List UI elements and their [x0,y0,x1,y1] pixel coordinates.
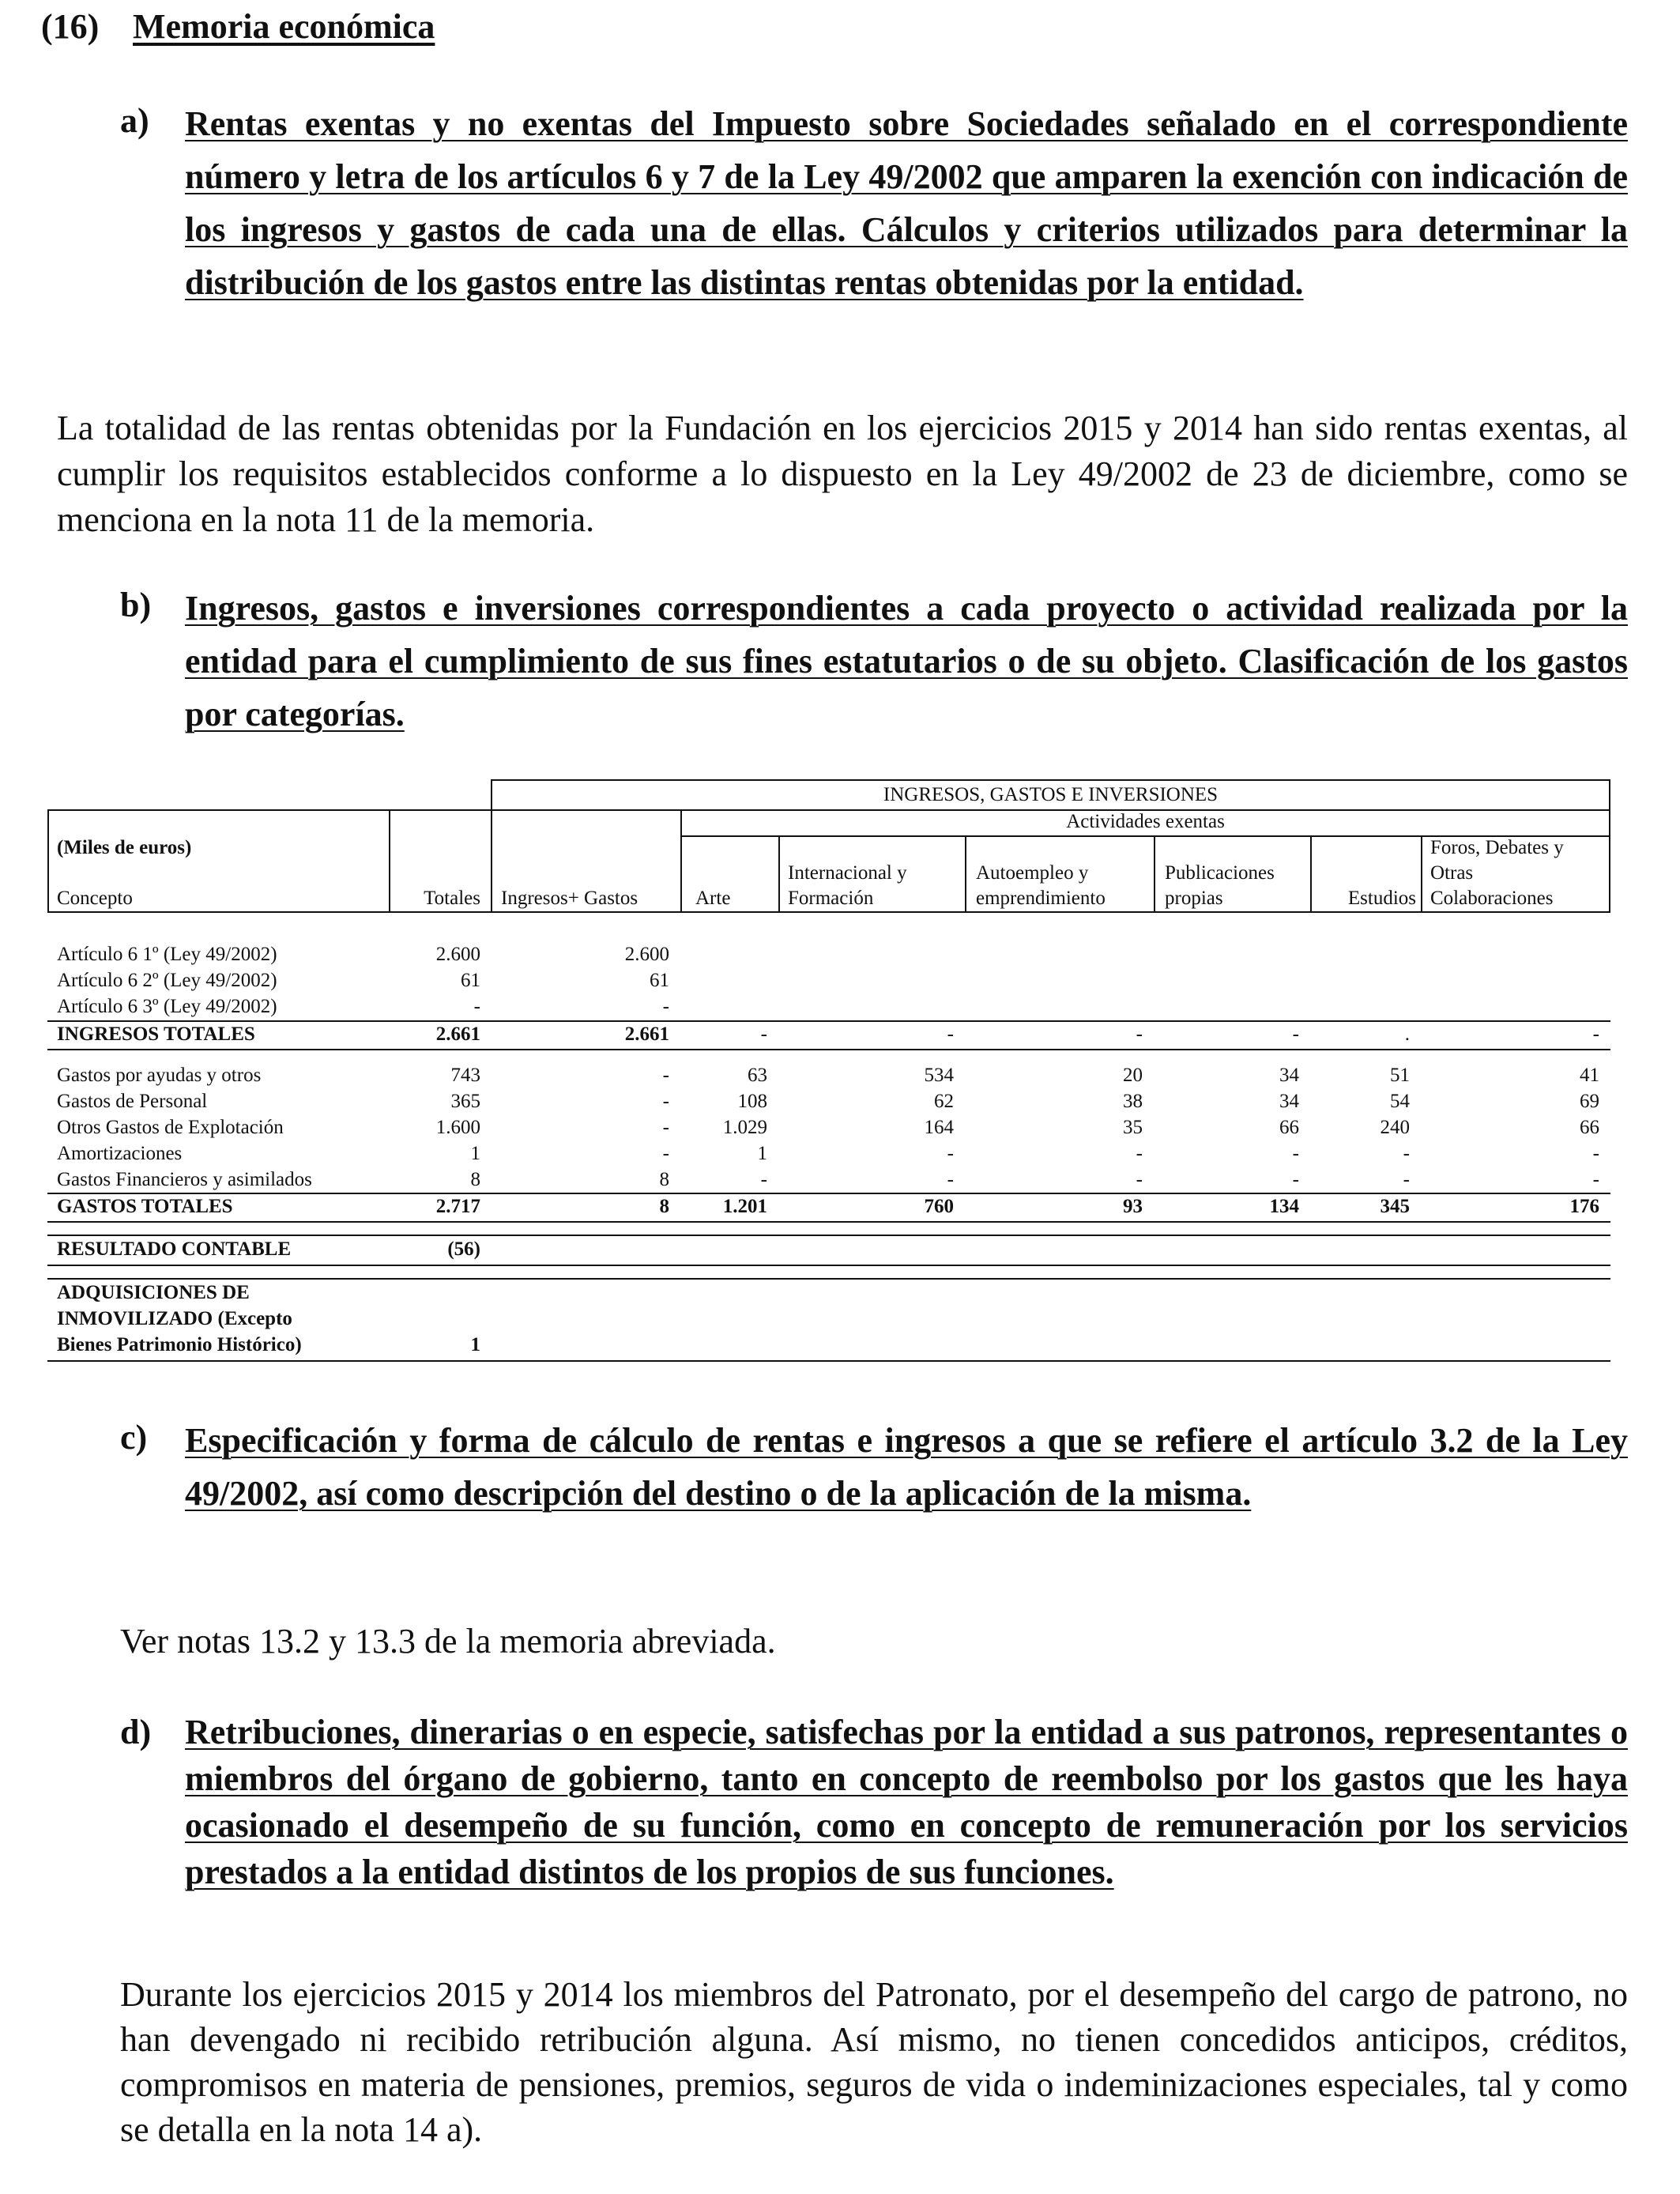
cell-internacional: 760 [924,1196,954,1217]
col-arte: Arte [695,888,731,909]
subsection-c-heading: Especificación y forma de cálculo de rentas e ingresos a que se refiere el artículo 3.2 de la Ley 49/2002, así como descripción del destino o de la aplicación de la misma. [185,1421,1628,1513]
cell-ingresos-gastos: 61 [650,970,669,991]
subsection-d-label: d) [120,1713,152,1751]
cell-autoempleo: - [1136,1143,1143,1164]
cell-autoempleo: - [1136,1169,1143,1190]
table-rule [47,1020,1610,1022]
table-rule [47,809,49,911]
cell-estudios: - [1403,1143,1410,1164]
cell-publicaciones: 134 [1269,1196,1299,1217]
subsection-c-label: c) [120,1418,148,1457]
row-concept-line3: Bienes Patrimonio Histórico) [57,1334,302,1355]
row-concept: Artículo 6 1º (Ley 49/2002) [57,944,277,965]
cell-estudios: - [1403,1169,1410,1190]
cell-arte: 1 [757,1143,767,1164]
cell-publicaciones: - [1292,1023,1299,1045]
row-concept: Amortizaciones [57,1143,183,1164]
cell-foros: 176 [1569,1196,1599,1217]
col-ingresos-gastos: Ingresos+ Gastos [501,888,638,909]
cell-totales: (56) [447,1238,480,1260]
col-publicaciones-l1: Publicaciones [1165,862,1275,884]
income-expense-table [47,775,1610,1375]
row-concept-line1: ADQUISICIONES DE [57,1282,250,1303]
row-concept: GASTOS TOTALES [57,1196,233,1217]
cell-arte: - [760,1169,767,1190]
cell-foros: - [1592,1023,1599,1045]
cell-internacional: - [947,1023,954,1045]
col-concepto: Concepto [57,888,133,909]
subsection-a-heading: Rentas exentas y no exentas del Impuesto sobre Sociedades señalado en el correspondiente número y letra de los artículos 6 y 7 de la Ley 49/2002 que amparen la exención con indicación de los ingresos y gastos de cada una de ellas. Cálculos y criterios utilizados para determinar la distribución de los gastos entre las distintas rentas obtenidas por la entidad. [185,104,1628,302]
cell-estudios: 240 [1380,1117,1410,1138]
table-rule [47,1235,1610,1236]
cell-totales: - [473,996,480,1017]
cell-ingresos-gastos: - [662,996,669,1017]
cell-totales: 2.600 [435,944,480,965]
cell-ingresos-gastos: - [662,1091,669,1112]
col-autoempleo-l1: Autoempleo y [976,862,1089,884]
col-internacional-l1: Internacional y [788,862,907,884]
subsection-d-heading: Retribuciones, dinerarias o en especie, satisfechas por la entidad a sus patronos, representantes o miembros del órgano de gobierno, tanto en concepto de reembolso por los gastos que les haya ocasionado el desempeño de su función, como en concepto de remuneración por los servicios prestados a la entidad distintos de los propios de sus funciones. [185,1713,1628,1891]
subsection-d-body: Durante los ejercicios 2015 y 2014 los miembros del Patronato, por el desempeño del cargo de patrono, no han devengado ni recibido retribución alguna. Así mismo, no tienen concedidos anticipos, créditos, compromisos en materia de pensiones, premios, seguros de vida o indeminizaciones especiales, tal y como se detalla en la nota 14 a). [120,1975,1628,2149]
cell-totales: 743 [450,1065,480,1086]
row-concept: Otros Gastos de Explotación [57,1117,284,1138]
cell-arte: 108 [737,1091,767,1112]
section-title: Memoria económica [133,7,435,46]
cell-ingresos-gastos: - [662,1117,669,1138]
subsection-b-heading: Ingresos, gastos e inversiones correspondientes a cada proyecto o actividad realizada por la entidad para el cumplimiento de sus fines estatutarios o de su objeto. Clasificación de los gastos por categorías. [185,589,1628,733]
cell-foros: - [1592,1169,1599,1190]
cell-totales: 8 [470,1169,480,1190]
cell-publicaciones: 66 [1279,1117,1299,1138]
cell-totales: 2.717 [435,1196,480,1217]
cell-foros: 41 [1580,1065,1599,1086]
cell-ingresos-gastos: 2.600 [624,944,669,965]
row-concept-line2: INMOVILIZADO (Excepto [57,1308,292,1329]
table-rule [47,1265,1610,1266]
col-foros-l1: Foros, Debates y [1430,837,1564,858]
cell-foros: - [1592,1143,1599,1164]
table-rule [965,835,966,911]
row-concept: Gastos Financieros y asimilados [57,1169,312,1190]
cell-autoempleo: 93 [1123,1196,1143,1217]
cell-estudios: 51 [1390,1065,1410,1086]
cell-estudios: 345 [1380,1196,1410,1217]
col-autoempleo-l2: emprendimiento [976,888,1106,909]
cell-ingresos-gastos: 2.661 [624,1023,669,1045]
col-publicaciones-l2: propias [1165,888,1223,909]
col-totales: Totales [424,888,480,909]
table-rule [47,1193,1610,1194]
row-concept: Gastos de Personal [57,1091,208,1112]
col-estudios: Estudios [1347,888,1416,909]
row-concept: RESULTADO CONTABLE [57,1238,292,1260]
table-rule [47,1278,1610,1280]
table-rule [47,911,1610,913]
cell-totales: 1 [470,1334,480,1355]
row-concept: Gastos por ayudas y otros [57,1065,262,1086]
cell-publicaciones: - [1292,1143,1299,1164]
cell-internacional: 534 [924,1065,954,1086]
table-rule [1154,835,1155,911]
table-rule [778,835,780,911]
cell-ingresos-gastos: 8 [659,1169,669,1190]
col-foros-l3: Colaboraciones [1430,888,1554,909]
subsection-a-label: a) [120,101,149,140]
cell-publicaciones: 34 [1279,1065,1299,1086]
cell-arte: 1.201 [722,1196,767,1217]
cell-ingresos-gastos: 8 [659,1196,669,1217]
cell-totales: 61 [461,970,480,991]
table-rule [491,779,1610,781]
sub-header: Actividades exentas [1066,811,1225,832]
table-rule [47,1221,1610,1223]
cell-internacional: - [947,1143,954,1164]
table-rule [47,1360,1610,1362]
row-concept: INGRESOS TOTALES [57,1023,255,1045]
table-rule [47,1049,1610,1050]
cell-internacional: - [947,1169,954,1190]
cell-autoempleo: 38 [1123,1091,1143,1112]
subsection-b-label: b) [120,586,152,624]
col-internacional-l2: Formación [788,888,874,909]
col-foros-l2: Otras [1430,862,1474,884]
cell-totales: 2.661 [435,1023,480,1045]
cell-estudios: 54 [1390,1091,1410,1112]
row-concept: Artículo 6 2º (Ley 49/2002) [57,970,277,991]
cell-publicaciones: 34 [1279,1091,1299,1112]
cell-foros: 66 [1580,1117,1599,1138]
cell-publicaciones: - [1292,1169,1299,1190]
cell-internacional: 62 [934,1091,954,1112]
cell-autoempleo: - [1136,1023,1143,1045]
cell-totales: 1 [470,1143,480,1164]
subsection-a-body: La totalidad de las rentas obtenidas por la Fundación en los ejercicios 2015 y 2014 han sido rentas exentas, al cumplir los requisitos establecidos conforme a lo dispuesto en la Ley 49/2002 de 23 de diciembre, como se menciona en la nota 11 de la memoria. [57,409,1628,539]
cell-internacional: 164 [924,1117,954,1138]
group-header: INGRESOS, GASTOS E INVERSIONES [883,784,1219,805]
cell-autoempleo: 20 [1123,1065,1143,1086]
section-number: (16) [41,7,100,46]
cell-estudios: . [1404,1023,1410,1045]
cell-ingresos-gastos: - [662,1143,669,1164]
cell-totales: 365 [450,1091,480,1112]
units-label: (Miles de euros) [57,837,192,858]
table-rule [1421,835,1422,911]
cell-autoempleo: 35 [1123,1117,1143,1138]
cell-arte: 63 [748,1065,767,1086]
cell-ingresos-gastos: - [662,1065,669,1086]
cell-foros: 69 [1580,1091,1599,1112]
cell-arte: 1.029 [722,1117,767,1138]
subsection-c-body: Ver notas 13.2 y 13.3 de la memoria abreviada. [120,1622,776,1661]
row-concept: Artículo 6 3º (Ley 49/2002) [57,996,277,1017]
cell-totales: 1.600 [435,1117,480,1138]
cell-arte: - [760,1023,767,1045]
